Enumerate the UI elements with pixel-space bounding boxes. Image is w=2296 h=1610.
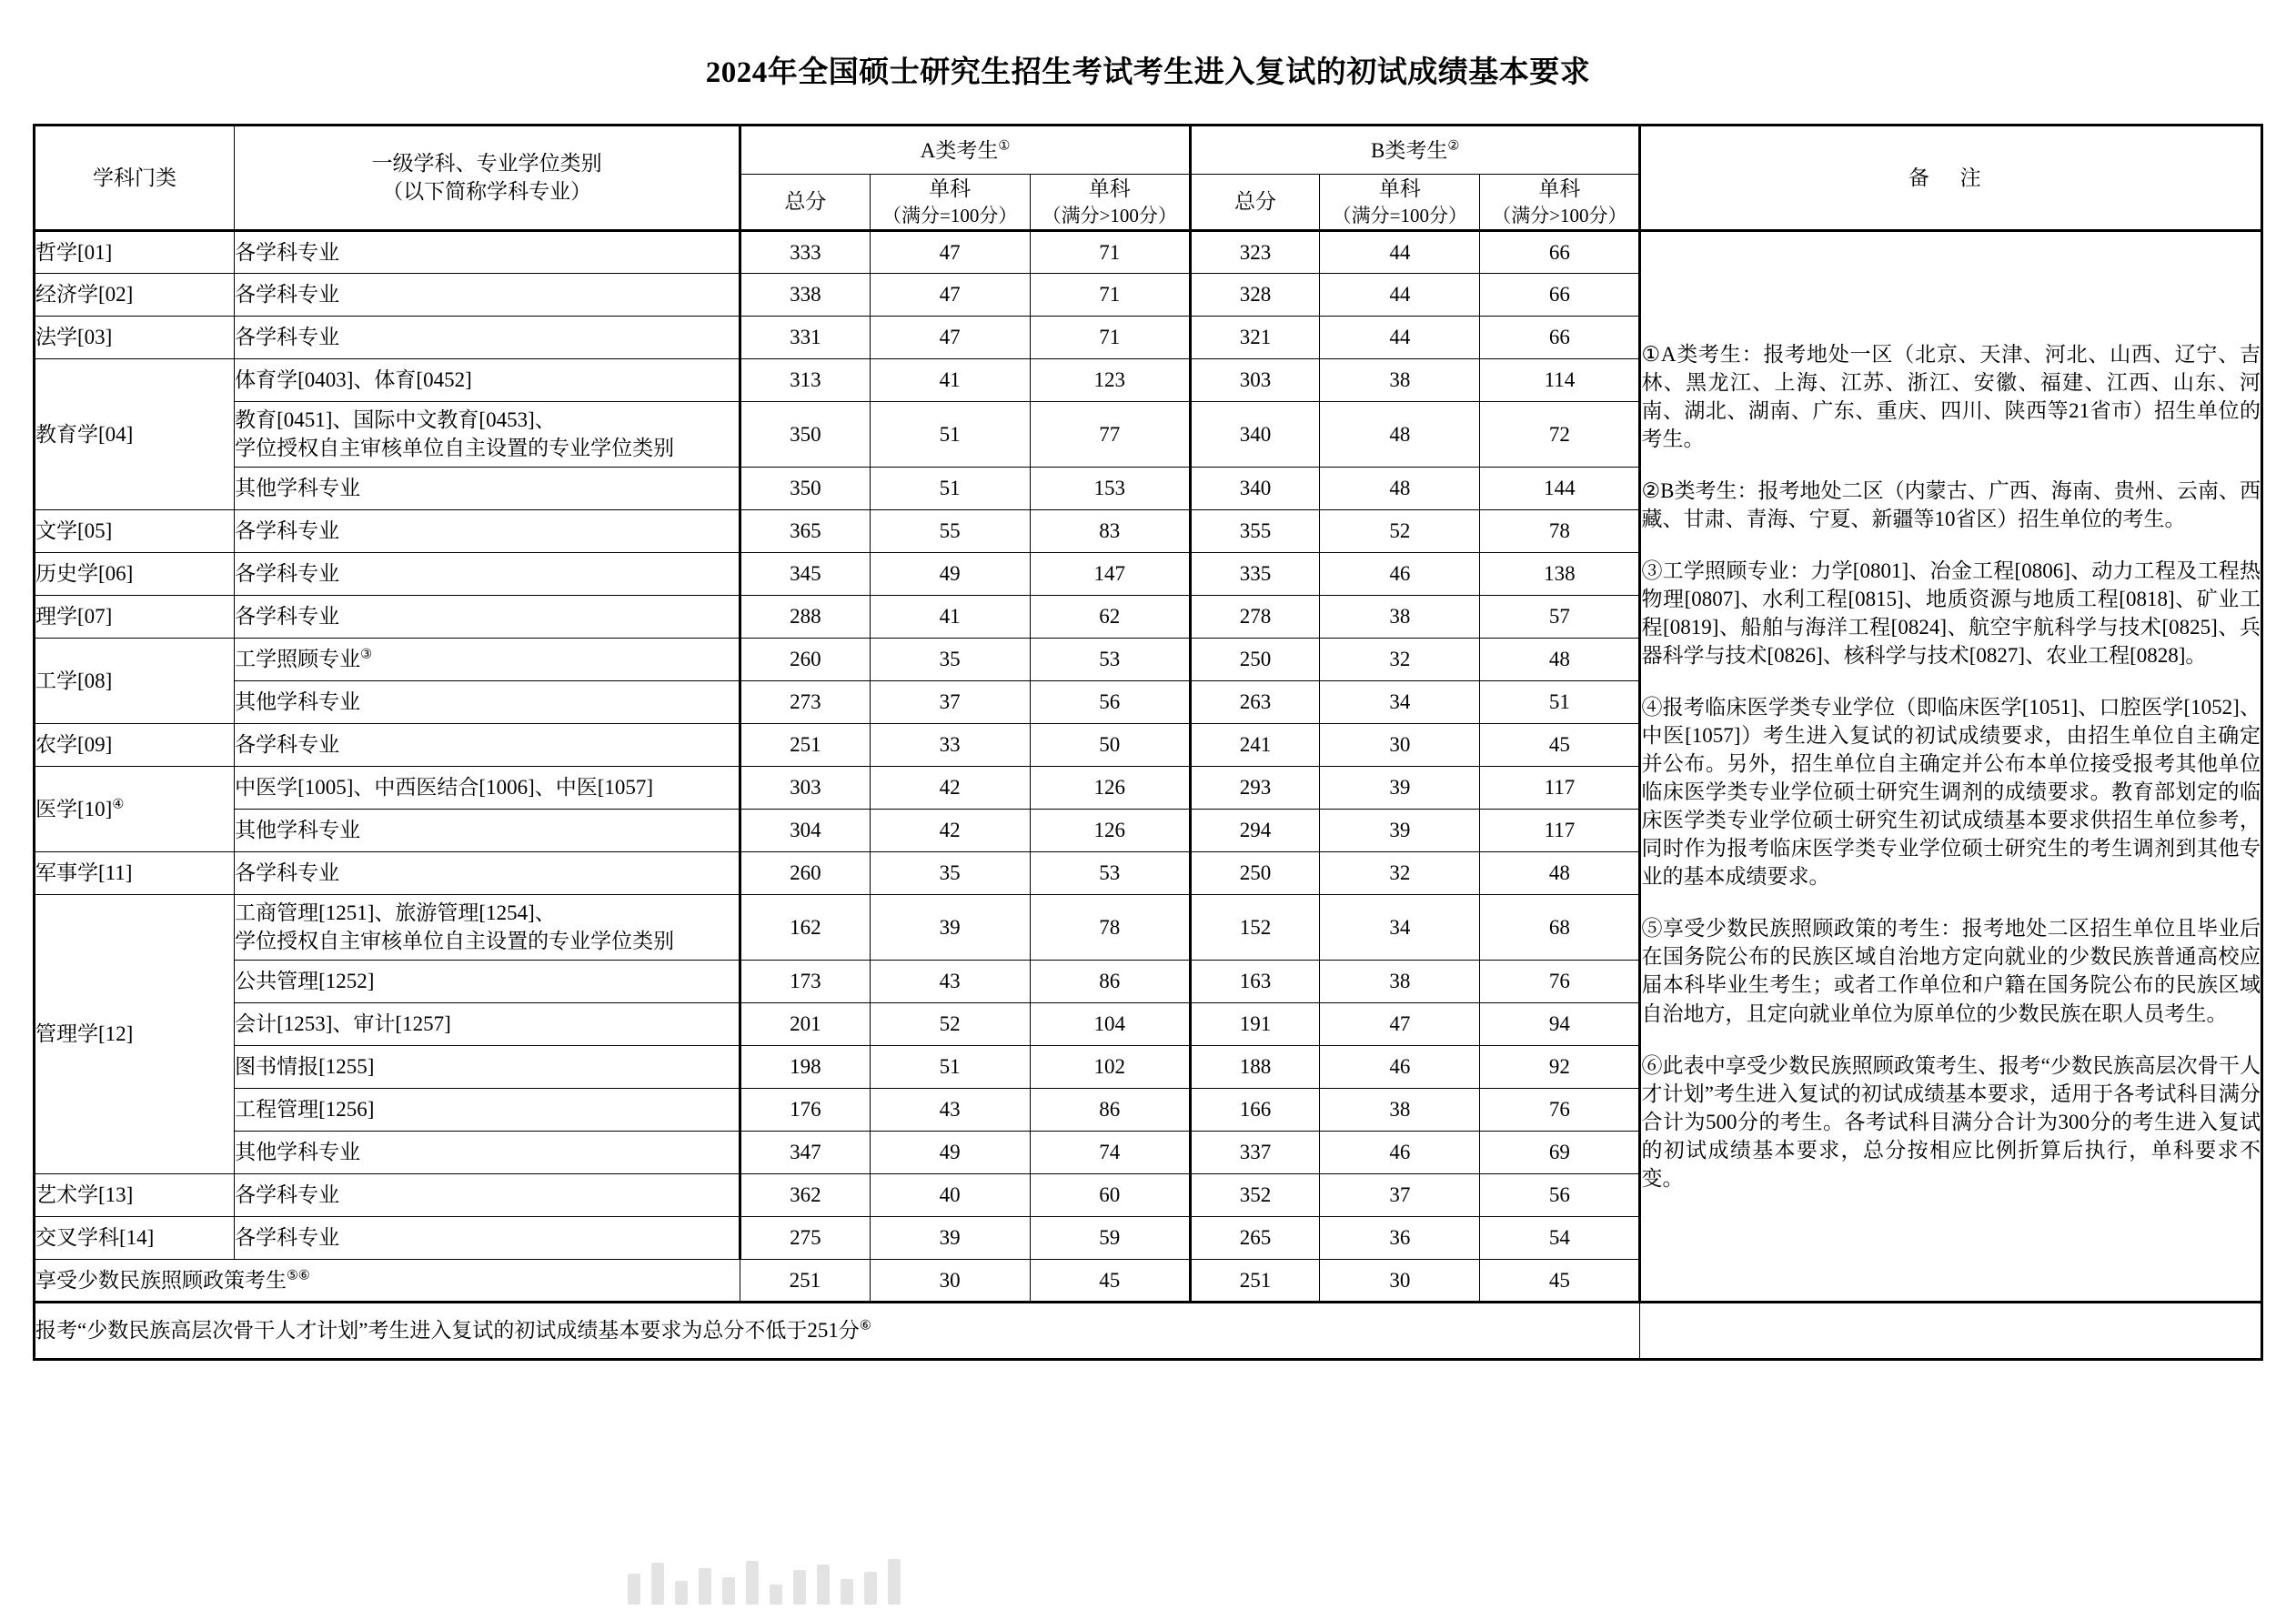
header-major (235, 126, 740, 230)
row-a-single-eq: 47 (870, 230, 1030, 273)
note-item: ②B类考生：报考地处二区（内蒙古、广西、海南、贵州、云南、西藏、甘肃、青海、宁夏、新疆等10省区）招生单位的考生。 (1641, 478, 2261, 530)
row-major-line: 各学科专业 (235, 326, 340, 349)
row-b-total: 303 (1190, 358, 1319, 401)
row-category-label: 教育学[04] (35, 422, 134, 446)
row-major (235, 230, 740, 273)
row-b-total: 191 (1190, 1002, 1319, 1045)
row-major-line: 各学科专业 (235, 1226, 340, 1250)
row-major-line: 教育[0451]、国际中文教育[0453]、 (235, 408, 556, 432)
row-major (235, 894, 740, 960)
row-a-total: 347 (740, 1131, 870, 1173)
row-category-label: 哲学[01] (35, 240, 113, 264)
row-b-single-eq: 38 (1320, 595, 1480, 638)
row-b-single-eq: 47 (1320, 1002, 1480, 1045)
row-b-single-gt: 117 (1480, 809, 1640, 851)
row-b-single-eq: 36 (1320, 1216, 1480, 1259)
row-a-single-gt: 86 (1030, 960, 1190, 1002)
row-a-total: 251 (740, 723, 870, 766)
row-a-single-gt: 71 (1030, 273, 1190, 316)
row-a-single-eq: 42 (870, 766, 1030, 809)
row-major (235, 509, 740, 552)
row-major (235, 851, 740, 894)
row-category-label: 享受少数民族照顾政策考生 (35, 1268, 287, 1292)
row-b-total: 278 (1190, 595, 1319, 638)
row-category-label: 工学[08] (35, 669, 113, 692)
row-b-single-gt: 45 (1480, 723, 1640, 766)
row-category (35, 851, 235, 894)
row-b-single-eq: 39 (1320, 766, 1480, 809)
row-a-single-gt: 153 (1030, 467, 1190, 509)
header-group-a-label: A类考生 (920, 138, 999, 162)
header-b-single-eq-l2: （满分=100分） (1332, 205, 1467, 227)
header-group-a (740, 126, 1191, 175)
row-a-single-gt: 59 (1030, 1216, 1190, 1259)
row-b-total: 352 (1190, 1173, 1319, 1216)
row-category (35, 273, 235, 316)
row-major-line: 其他学科专业 (235, 477, 361, 500)
row-category-label: 经济学[02] (35, 283, 134, 307)
row-category (35, 638, 235, 723)
header-row-1 (35, 126, 2262, 175)
row-b-single-eq: 48 (1320, 467, 1480, 509)
row-category-label: 军事学[11] (35, 861, 133, 885)
row-a-total: 331 (740, 316, 870, 358)
row-a-single-gt: 86 (1030, 1088, 1190, 1131)
row-a-single-eq: 41 (870, 595, 1030, 638)
row-major (235, 401, 740, 467)
row-b-single-eq: 46 (1320, 1045, 1480, 1088)
row-a-single-gt: 56 (1030, 680, 1190, 723)
row-a-total: 345 (740, 552, 870, 595)
header-major-line2: （以下简称学科专业） (382, 180, 592, 204)
row-major-line: 体育学[0403]、体育[0452] (235, 368, 472, 392)
row-a-single-gt: 71 (1030, 230, 1190, 273)
table-foot (35, 1302, 2262, 1359)
row-a-single-gt: 126 (1030, 766, 1190, 809)
row-major-line: 各学科专业 (235, 733, 340, 757)
row-major (235, 1216, 740, 1259)
row-category (35, 1259, 740, 1302)
header-category: 学科门类 (35, 126, 235, 230)
row-a-single-eq: 37 (870, 680, 1030, 723)
row-a-single-eq: 55 (870, 509, 1030, 552)
header-a-single-gt (1030, 175, 1190, 230)
header-b-single-gt-l2: （满分>100分） (1492, 205, 1627, 227)
row-a-single-eq: 49 (870, 1131, 1030, 1173)
row-a-single-gt: 45 (1030, 1259, 1190, 1302)
row-major (235, 809, 740, 851)
row-major-line: 中医学[1005]、中西医结合[1006]、中医[1057] (235, 776, 654, 800)
row-category (35, 894, 235, 1173)
header-group-b (1190, 126, 1640, 175)
row-a-total: 162 (740, 894, 870, 960)
row-a-single-gt: 78 (1030, 894, 1190, 960)
row-major (235, 552, 740, 595)
row-category (35, 595, 235, 638)
row-a-single-eq: 47 (870, 316, 1030, 358)
row-major-line: 工程管理[1256] (235, 1098, 375, 1122)
row-b-single-eq: 44 (1320, 273, 1480, 316)
header-major-line1: 一级学科、专业学位类别 (371, 152, 602, 176)
row-category (35, 723, 235, 766)
note-item: ⑤享受少数民族照顾政策的考生：报考地处二区招生单位且毕业后在国务院公布的民族区域自治地方定向就业的少数民族普通高校应届本科毕业生考生；或者工作单位和户籍在国务院公布的民族区域自治地方，且定向就业单位为原单位的少数民族在职人员考生。 (1641, 917, 2261, 1025)
header-group-b-sup: ② (1447, 138, 1460, 154)
header-b-single-eq (1320, 175, 1480, 230)
row-b-total: 293 (1190, 766, 1319, 809)
row-b-total: 188 (1190, 1045, 1319, 1088)
row-a-total: 288 (740, 595, 870, 638)
row-b-single-eq: 38 (1320, 1088, 1480, 1131)
row-b-single-eq: 39 (1320, 809, 1480, 851)
row-a-single-eq: 33 (870, 723, 1030, 766)
row-b-single-gt: 72 (1480, 401, 1640, 467)
row-major-line: 各学科专业 (235, 1183, 340, 1207)
row-a-total: 260 (740, 638, 870, 680)
row-b-total: 241 (1190, 723, 1319, 766)
row-a-single-gt: 74 (1030, 1131, 1190, 1173)
row-b-single-gt: 76 (1480, 960, 1640, 1002)
row-b-single-eq: 30 (1320, 1259, 1480, 1302)
header-a-single-eq-l1: 单科 (929, 177, 972, 201)
row-b-total: 166 (1190, 1088, 1319, 1131)
row-a-single-gt: 50 (1030, 723, 1190, 766)
row-major-line: 其他学科专业 (235, 819, 361, 842)
row-a-single-gt: 126 (1030, 809, 1190, 851)
row-a-single-eq: 30 (870, 1259, 1030, 1302)
row-b-single-gt: 66 (1480, 316, 1640, 358)
row-category (35, 1173, 235, 1216)
row-major-line: 会计[1253]、审计[1257] (235, 1012, 451, 1036)
row-b-single-gt: 48 (1480, 638, 1640, 680)
row-a-total: 275 (740, 1216, 870, 1259)
row-b-total: 250 (1190, 851, 1319, 894)
row-b-single-eq: 44 (1320, 316, 1480, 358)
row-major-line: 图书情报[1255] (235, 1055, 375, 1079)
notes-column (1640, 230, 2262, 1302)
row-b-single-gt: 56 (1480, 1173, 1640, 1216)
footer-note (35, 1302, 1640, 1359)
row-a-single-eq: 49 (870, 552, 1030, 595)
row-a-single-gt: 60 (1030, 1173, 1190, 1216)
row-category (35, 1216, 235, 1259)
row-b-total: 250 (1190, 638, 1319, 680)
row-category-label: 医学[10] (35, 797, 113, 820)
row-a-single-eq: 41 (870, 358, 1030, 401)
row-a-total: 201 (740, 1002, 870, 1045)
row-b-single-eq: 34 (1320, 680, 1480, 723)
row-b-single-gt: 69 (1480, 1131, 1640, 1173)
row-b-single-gt: 66 (1480, 273, 1640, 316)
header-b-single-gt (1480, 175, 1640, 230)
row-a-total: 362 (740, 1173, 870, 1216)
row-a-single-eq: 35 (870, 638, 1030, 680)
row-b-single-gt: 51 (1480, 680, 1640, 723)
row-b-single-gt: 68 (1480, 894, 1640, 960)
row-b-total: 335 (1190, 552, 1319, 595)
row-a-single-eq: 39 (870, 894, 1030, 960)
row-a-single-eq: 43 (870, 960, 1030, 1002)
row-b-single-eq: 38 (1320, 358, 1480, 401)
row-category (35, 230, 235, 273)
header-group-b-label: B类考生 (1371, 138, 1448, 162)
row-major (235, 638, 740, 680)
row-b-total: 163 (1190, 960, 1319, 1002)
row-category (35, 509, 235, 552)
row-category-label: 交叉学科[14] (35, 1226, 155, 1250)
row-a-single-eq: 42 (870, 809, 1030, 851)
row-b-single-eq: 32 (1320, 638, 1480, 680)
row-major (235, 1131, 740, 1173)
row-a-single-gt: 62 (1030, 595, 1190, 638)
row-category-label: 农学[09] (35, 733, 113, 757)
note-item: ①A类考生：报考地处一区（北京、天津、河北、山西、辽宁、吉林、黑龙江、上海、江苏、浙江、安徽、福建、江西、山东、河南、湖北、湖南、广东、重庆、四川、陕西等21省市）招生单位的考生。 (1641, 342, 2261, 450)
note-item: ⑥此表中享受少数民族照顾政策考生、报考“少数民族高层次骨干人才计划”考生进入复试的初试成绩基本要求，适用于各考试科目满分合计为500分的考生。各考试科目满分合计为300分的考生进入复试的初试成绩基本要求，总分按相应比例折算后执行，单科要求不变。 (1641, 1053, 2261, 1190)
row-major (235, 1045, 740, 1088)
row-b-single-eq: 30 (1320, 723, 1480, 766)
row-major-line: 各学科专业 (235, 283, 340, 307)
row-b-single-gt: 48 (1480, 851, 1640, 894)
row-a-total: 173 (740, 960, 870, 1002)
table-row (35, 230, 2262, 273)
row-major-line: 学位授权自主审核单位自主设置的专业学位类别 (235, 437, 675, 460)
row-a-total: 304 (740, 809, 870, 851)
row-a-total: 333 (740, 230, 870, 273)
footer-note-sup: ⑥ (859, 1318, 871, 1333)
header-a-total: 总分 (740, 175, 870, 230)
row-b-total: 265 (1190, 1216, 1319, 1259)
header-notes: 备 注 (1640, 126, 2262, 230)
row-major-line: 各学科专业 (235, 562, 340, 586)
row-a-total: 365 (740, 509, 870, 552)
row-category-sup: ⑤⑥ (287, 1268, 310, 1283)
row-category-label: 历史学[06] (35, 562, 134, 586)
footer-note-text: 报考“少数民族高层次骨干人才计划”考生进入复试的初试成绩基本要求为总分不低于251分 (35, 1319, 860, 1343)
footer-notes-spacer (1640, 1302, 2262, 1359)
row-b-single-gt: 117 (1480, 766, 1640, 809)
row-major (235, 723, 740, 766)
row-major-line: 各学科专业 (235, 861, 340, 885)
row-a-single-eq: 43 (870, 1088, 1030, 1131)
row-a-single-gt: 53 (1030, 851, 1190, 894)
row-category (35, 358, 235, 509)
row-b-single-gt: 94 (1480, 1002, 1640, 1045)
table-body (35, 230, 2262, 1302)
note-item: ④报考临床医学类专业学位（即临床医学[1051]、口腔医学[1052]、中医[1057]）考生进入复试的初试成绩要求，由招生单位自主确定并公布。另外，招生单位自主确定并公布本单位接受报考其他单位临床医学类专业学位硕士研究生调剂的成绩要求。教育部划定的临床医学类专业学位硕士研究生初试成绩基本要求供招生单位参考，同时作为报考临床医学类专业学位硕士研究生的考生调剂到其他专业的基本成绩要求。 (1641, 696, 2261, 889)
row-b-single-gt: 78 (1480, 509, 1640, 552)
row-category-label: 艺术学[13] (35, 1183, 134, 1207)
row-category-sup: ④ (112, 797, 125, 811)
row-a-total: 273 (740, 680, 870, 723)
row-b-single-gt: 114 (1480, 358, 1640, 401)
row-major-line: 各学科专业 (235, 605, 340, 629)
row-b-total: 328 (1190, 273, 1319, 316)
row-major (235, 316, 740, 358)
row-major (235, 273, 740, 316)
row-major (235, 1173, 740, 1216)
row-a-single-eq: 51 (870, 467, 1030, 509)
header-group-a-sup: ① (998, 138, 1011, 154)
row-b-total: 340 (1190, 401, 1319, 467)
row-a-total: 350 (740, 467, 870, 509)
row-category (35, 552, 235, 595)
row-a-total: 198 (740, 1045, 870, 1088)
row-a-single-gt: 53 (1030, 638, 1190, 680)
header-a-single-eq (870, 175, 1030, 230)
row-a-single-eq: 39 (870, 1216, 1030, 1259)
row-b-single-eq: 52 (1320, 509, 1480, 552)
row-major-line: 各学科专业 (235, 240, 340, 264)
note-item: ③工学照顾专业：力学[0801]、冶金工程[0806]、动力工程及工程热物理[0807]、水利工程[0815]、地质资源与地质工程[0818]、矿业工程[0819]、船舶与海洋工程[0824]、航空宇航科学与技术[0825]、兵器科学与技术[0826]、核科学与技术[0827]、农业工程[0828]。 (1641, 558, 2261, 667)
row-a-single-gt: 123 (1030, 358, 1190, 401)
row-b-single-gt: 54 (1480, 1216, 1640, 1259)
row-b-total: 337 (1190, 1131, 1319, 1173)
header-b-total: 总分 (1190, 175, 1319, 230)
row-a-total: 313 (740, 358, 870, 401)
page-title: 2024年全国硕士研究生招生考试考生进入复试的初试成绩基本要求 (705, 56, 1591, 89)
row-b-single-gt: 45 (1480, 1259, 1640, 1302)
row-b-single-eq: 37 (1320, 1173, 1480, 1216)
row-b-single-gt: 66 (1480, 230, 1640, 273)
row-major-line: 学位授权自主审核单位自主设置的专业学位类别 (235, 930, 675, 953)
row-b-single-gt: 138 (1480, 552, 1640, 595)
row-major-line: 其他学科专业 (235, 1141, 361, 1164)
row-b-single-eq: 32 (1320, 851, 1480, 894)
row-b-total: 294 (1190, 809, 1319, 851)
row-major-line: 其他学科专业 (235, 690, 361, 714)
header-a-single-gt-l1: 单科 (1088, 177, 1131, 201)
row-a-single-eq: 51 (870, 401, 1030, 467)
row-b-total: 340 (1190, 467, 1319, 509)
row-b-total: 321 (1190, 316, 1319, 358)
row-major (235, 467, 740, 509)
row-a-single-gt: 147 (1030, 552, 1190, 595)
row-major (235, 1002, 740, 1045)
row-b-total: 323 (1190, 230, 1319, 273)
row-category-label: 理学[07] (35, 605, 113, 629)
row-b-single-eq: 46 (1320, 1131, 1480, 1173)
header-b-single-eq-l1: 单科 (1378, 177, 1421, 201)
header-b-single-gt-l1: 单科 (1538, 177, 1581, 201)
row-b-single-eq: 48 (1320, 401, 1480, 467)
row-major (235, 680, 740, 723)
row-a-single-gt: 83 (1030, 509, 1190, 552)
row-b-total: 251 (1190, 1259, 1319, 1302)
table-head (35, 126, 2262, 230)
row-a-total: 176 (740, 1088, 870, 1131)
row-b-single-gt: 76 (1480, 1088, 1640, 1131)
row-a-single-eq: 52 (870, 1002, 1030, 1045)
row-major (235, 960, 740, 1002)
row-category-label: 法学[03] (35, 326, 113, 349)
row-category (35, 316, 235, 358)
row-major-sup: ③ (360, 647, 372, 662)
header-a-single-gt-l2: （满分>100分） (1042, 205, 1177, 227)
row-b-single-eq: 44 (1320, 230, 1480, 273)
row-major (235, 766, 740, 809)
row-a-single-eq: 47 (870, 273, 1030, 316)
row-major (235, 358, 740, 401)
row-a-total: 338 (740, 273, 870, 316)
row-major-line: 各学科专业 (235, 519, 340, 543)
row-a-single-gt: 102 (1030, 1045, 1190, 1088)
row-b-total: 263 (1190, 680, 1319, 723)
row-major-line: 公共管理[1252] (235, 970, 375, 993)
row-category-label: 管理学[12] (35, 1022, 134, 1046)
row-a-single-gt: 104 (1030, 1002, 1190, 1045)
row-a-single-eq: 35 (870, 851, 1030, 894)
row-b-single-eq: 46 (1320, 552, 1480, 595)
footer-row (35, 1302, 2262, 1359)
row-a-total: 303 (740, 766, 870, 809)
header-a-single-eq-l2: （满分=100分） (881, 205, 1018, 227)
row-a-total: 251 (740, 1259, 870, 1302)
row-major-line: 工商管理[1251]、旅游管理[1254]、 (235, 901, 556, 925)
row-a-total: 350 (740, 401, 870, 467)
row-a-single-eq: 40 (870, 1173, 1030, 1216)
row-b-single-gt: 144 (1480, 467, 1640, 509)
score-requirements-table (33, 124, 2263, 1360)
row-category (35, 766, 235, 851)
row-b-single-eq: 38 (1320, 960, 1480, 1002)
row-b-total: 152 (1190, 894, 1319, 960)
row-b-single-gt: 92 (1480, 1045, 1640, 1088)
row-major (235, 1088, 740, 1131)
watermark-overlay (628, 1554, 1137, 1605)
row-category-label: 文学[05] (35, 519, 113, 543)
row-major (235, 595, 740, 638)
row-a-single-gt: 77 (1030, 401, 1190, 467)
row-b-single-gt: 57 (1480, 595, 1640, 638)
row-b-total: 355 (1190, 509, 1319, 552)
row-a-total: 260 (740, 851, 870, 894)
row-a-single-eq: 51 (870, 1045, 1030, 1088)
row-major-line: 工学照顾专业③ (235, 647, 372, 671)
row-b-single-eq: 34 (1320, 894, 1480, 960)
row-a-single-gt: 71 (1030, 316, 1190, 358)
